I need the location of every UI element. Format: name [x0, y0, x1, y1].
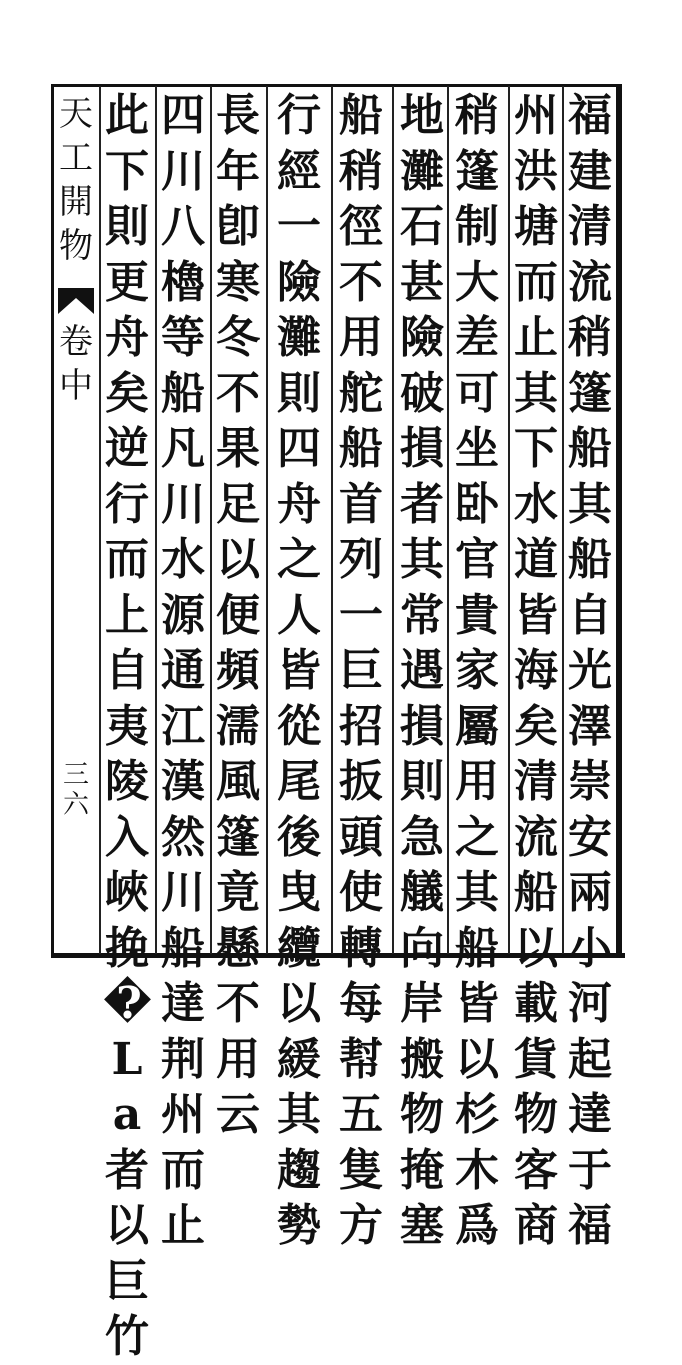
text-char: 扳: [339, 756, 383, 807]
text-char: 客: [514, 1144, 558, 1196]
text-char: 篷: [216, 811, 260, 863]
text-char: 杉: [455, 1089, 499, 1140]
column-rule: [99, 86, 101, 954]
text-char: 制: [455, 201, 499, 252]
text-column: [159, 88, 207, 1254]
text-char: 流: [514, 811, 558, 863]
text-char: 安: [568, 811, 612, 863]
text-char: 差: [455, 312, 499, 363]
text-char: 洪: [514, 145, 558, 197]
text-char: 險: [400, 312, 444, 363]
text-char: 巨: [105, 1255, 149, 1307]
text-char: 破: [400, 367, 444, 419]
text-char: 光: [568, 645, 612, 696]
text-char: 小: [568, 922, 612, 974]
text-char: 徑: [339, 201, 383, 252]
text-char: 船: [455, 922, 499, 974]
text-char: 船: [161, 922, 205, 974]
text-char: 以: [277, 978, 321, 1029]
text-char: 船: [339, 423, 383, 474]
text-char: 達: [568, 1089, 612, 1140]
book-title: [56, 92, 96, 268]
text-char: 勢: [277, 1200, 321, 1251]
text-char: 果: [216, 423, 260, 474]
text-char: 其: [277, 1089, 321, 1140]
page-number: [56, 760, 96, 820]
text-char: 向: [400, 922, 444, 974]
text-char: 源: [161, 589, 205, 641]
text-char: 之: [277, 534, 321, 585]
text-char: 者: [400, 478, 444, 530]
text-char: 達: [161, 978, 205, 1029]
text-char: 貨: [514, 1033, 558, 1085]
text-char: 用: [216, 1033, 260, 1085]
text-char: 卽: [216, 201, 260, 252]
frame-top-border: [51, 84, 619, 87]
text-char: 建: [568, 145, 612, 197]
text-char: 用: [455, 756, 499, 807]
text-char: 木: [455, 1144, 499, 1196]
volume-label: [56, 320, 96, 408]
text-char: 其: [568, 478, 612, 530]
text-char: 流: [568, 256, 612, 308]
text-char: 艤: [400, 867, 444, 918]
text-char: 海: [514, 645, 558, 696]
text-char: 招: [339, 700, 383, 752]
text-char: 皆: [277, 645, 321, 696]
text-char: 人: [277, 589, 321, 641]
text-char: 以: [514, 922, 558, 974]
text-char: 之: [455, 811, 499, 863]
text-column: [512, 88, 560, 1254]
text-column: [337, 88, 385, 1254]
text-char: 列: [339, 534, 383, 585]
text-char: 則: [105, 201, 149, 252]
text-char: 其: [514, 367, 558, 419]
text-char: 一: [339, 589, 383, 641]
text-char: 皆: [455, 978, 499, 1029]
text-char: 經: [277, 145, 321, 197]
text-char: 凡: [161, 423, 205, 474]
text-char: 陵: [105, 756, 149, 807]
text-char: 其: [455, 867, 499, 918]
text-char: 行: [105, 478, 149, 530]
text-char: 川: [161, 478, 205, 530]
text-char: 石: [400, 201, 444, 252]
text-char: 損: [400, 423, 444, 474]
book-title-char: 工: [59, 138, 93, 178]
text-char: 以: [455, 1033, 499, 1085]
text-char: 止: [161, 1200, 205, 1251]
text-char: 轉: [339, 922, 383, 974]
text-char: 隻: [339, 1144, 383, 1196]
column-rule: [210, 86, 212, 954]
text-char: 以: [105, 1200, 149, 1251]
text-char: 卧: [455, 478, 499, 530]
text-char: 搬: [400, 1033, 444, 1085]
text-char: 船: [161, 367, 205, 419]
text-char: 篷: [455, 145, 499, 197]
text-char: 兩: [568, 867, 612, 918]
text-char: 船: [514, 867, 558, 918]
text-char: 舵: [339, 367, 383, 419]
page-margin: [56, 92, 96, 952]
text-char: 一: [277, 201, 321, 252]
text-char: 川: [161, 867, 205, 918]
fish-tail-mark: [58, 288, 94, 314]
text-char: 長: [216, 90, 260, 141]
page-number-char: 六: [62, 790, 89, 820]
text-char: 稍: [339, 145, 383, 197]
text-char: 地: [400, 90, 444, 141]
page-number-char: 三: [62, 760, 89, 790]
text-char: 荆: [161, 1033, 205, 1085]
text-char: 物: [514, 1089, 558, 1140]
text-char: 冬: [216, 312, 260, 363]
text-char: 矣: [105, 367, 149, 419]
text-char: 河: [568, 978, 612, 1029]
text-char: 可: [455, 367, 499, 419]
text-char: 者: [105, 1144, 149, 1196]
text-char: 皆: [514, 589, 558, 641]
text-char: 更: [105, 256, 149, 308]
text-char: L: [111, 1033, 143, 1085]
book-title-char: 物: [59, 226, 93, 266]
text-char: 緩: [277, 1033, 321, 1085]
text-char: 自: [568, 589, 612, 641]
volume-char: 中: [59, 366, 93, 406]
text-char: 常: [400, 589, 444, 641]
text-char: 尾: [277, 756, 321, 807]
text-char: 入: [105, 811, 149, 863]
text-char: 而: [514, 256, 558, 308]
text-char: 稍: [455, 90, 499, 141]
text-char: 風: [216, 756, 260, 807]
text-column: [566, 88, 614, 1254]
text-char: 遇: [400, 645, 444, 696]
text-char: 纜: [277, 922, 321, 974]
text-char: 道: [514, 534, 558, 585]
text-char: 巨: [339, 645, 383, 696]
text-char: 寒: [216, 256, 260, 308]
text-char: 等: [161, 312, 205, 363]
text-char: 起: [568, 1033, 612, 1085]
text-char: 挽: [105, 922, 149, 974]
text-char: 舟: [105, 312, 149, 363]
text-char: 福: [568, 90, 612, 141]
text-char: 趨: [277, 1144, 321, 1196]
text-char: 急: [400, 811, 444, 863]
text-char: 櫓: [161, 256, 205, 308]
book-title-char: 天: [59, 94, 93, 134]
text-char: 頻: [216, 645, 260, 696]
text-char: 清: [514, 756, 558, 807]
text-char: 塞: [400, 1200, 444, 1251]
column-rule: [155, 86, 157, 954]
text-char: 州: [514, 90, 558, 141]
text-char: 四: [161, 90, 205, 141]
book-title-char: 開: [59, 182, 93, 222]
text-char: 八: [161, 201, 205, 252]
text-char: 船: [339, 90, 383, 141]
text-char: 便: [216, 589, 260, 641]
text-char: 其: [400, 534, 444, 585]
column-rule: [508, 86, 510, 954]
text-char: 止: [514, 312, 558, 363]
text-char: 福: [568, 1200, 612, 1251]
text-char: 用: [339, 312, 383, 363]
text-char: 澤: [568, 700, 612, 752]
text-char: 濡: [216, 700, 260, 752]
text-char: 竟: [216, 867, 260, 918]
text-char: 通: [161, 645, 205, 696]
text-char: 水: [514, 478, 558, 530]
text-column: [398, 88, 446, 1254]
text-char: 爲: [455, 1200, 499, 1251]
text-char: 崇: [568, 756, 612, 807]
text-char: 商: [514, 1200, 558, 1251]
text-char: 然: [161, 811, 205, 863]
text-char: 年: [216, 145, 260, 197]
frame-left-border: [51, 84, 54, 958]
text-column: [103, 88, 151, 1365]
text-char: 則: [277, 367, 321, 419]
text-char: 灘: [277, 312, 321, 363]
text-char: 塘: [514, 201, 558, 252]
text-char: 不: [339, 256, 383, 308]
text-char: 曳: [277, 867, 321, 918]
text-char: 物: [400, 1089, 444, 1140]
text-char: 篷: [568, 367, 612, 419]
text-char: 而: [161, 1144, 205, 1196]
text-char: 不: [216, 367, 260, 419]
text-char: 上: [105, 589, 149, 641]
text-char: 灘: [400, 145, 444, 197]
text-char: 云: [216, 1089, 260, 1140]
text-char: 損: [400, 700, 444, 752]
text-char: �: [103, 978, 152, 1029]
text-char: 下: [514, 423, 558, 474]
text-column: [275, 88, 323, 1254]
text-char: 岸: [400, 978, 444, 1029]
text-char: 後: [277, 811, 321, 863]
column-rule: [331, 86, 333, 954]
text-char: 江: [161, 700, 205, 752]
text-char: 竹: [105, 1311, 149, 1362]
text-char: 大: [455, 256, 499, 308]
text-char: 舟: [277, 478, 321, 530]
text-char: 清: [568, 201, 612, 252]
text-char: 下: [105, 145, 149, 197]
text-column: [453, 88, 501, 1254]
text-char: 行: [277, 90, 321, 141]
column-rule: [447, 86, 449, 954]
text-char: 屬: [455, 700, 499, 752]
text-char: 掩: [400, 1144, 444, 1196]
text-char: 漢: [161, 756, 205, 807]
text-char: 險: [277, 256, 321, 308]
text-char: 甚: [400, 256, 444, 308]
text-char: 于: [568, 1144, 612, 1196]
text-char: 五: [339, 1089, 383, 1140]
text-char: 而: [105, 534, 149, 585]
text-char: 自: [105, 645, 149, 696]
column-rule: [392, 86, 394, 954]
text-char: 坐: [455, 423, 499, 474]
text-char: 載: [514, 978, 558, 1029]
text-char: 峽: [105, 867, 149, 918]
text-column: [214, 88, 262, 1143]
text-char: 水: [161, 534, 205, 585]
text-char: 以: [216, 534, 260, 585]
text-char: 逆: [105, 423, 149, 474]
text-char: 不: [216, 978, 260, 1029]
text-char: 矣: [514, 700, 558, 752]
text-char: 船: [568, 534, 612, 585]
frame-right-border: [616, 84, 622, 958]
text-char: 懸: [216, 922, 260, 974]
text-char: 首: [339, 478, 383, 530]
text-char: 頭: [339, 811, 383, 863]
text-char: 貴: [455, 589, 499, 641]
text-char: 四: [277, 423, 321, 474]
text-char: 家: [455, 645, 499, 696]
text-char: 州: [161, 1089, 205, 1140]
text-char: 夷: [105, 700, 149, 752]
text-char: 官: [455, 534, 499, 585]
column-rule: [562, 86, 564, 954]
text-char: 足: [216, 478, 260, 530]
text-char: 幇: [339, 1033, 383, 1085]
text-char: 從: [277, 700, 321, 752]
text-char: 此: [105, 90, 149, 141]
text-char: 每: [339, 978, 383, 1029]
text-char: 使: [339, 867, 383, 918]
volume-char: 卷: [59, 322, 93, 362]
text-char: 則: [400, 756, 444, 807]
column-rule: [266, 86, 268, 954]
text-char: 川: [161, 145, 205, 197]
text-char: 稍: [568, 312, 612, 363]
text-char: a: [112, 1089, 142, 1140]
text-char: 方: [339, 1200, 383, 1251]
text-char: 船: [568, 423, 612, 474]
